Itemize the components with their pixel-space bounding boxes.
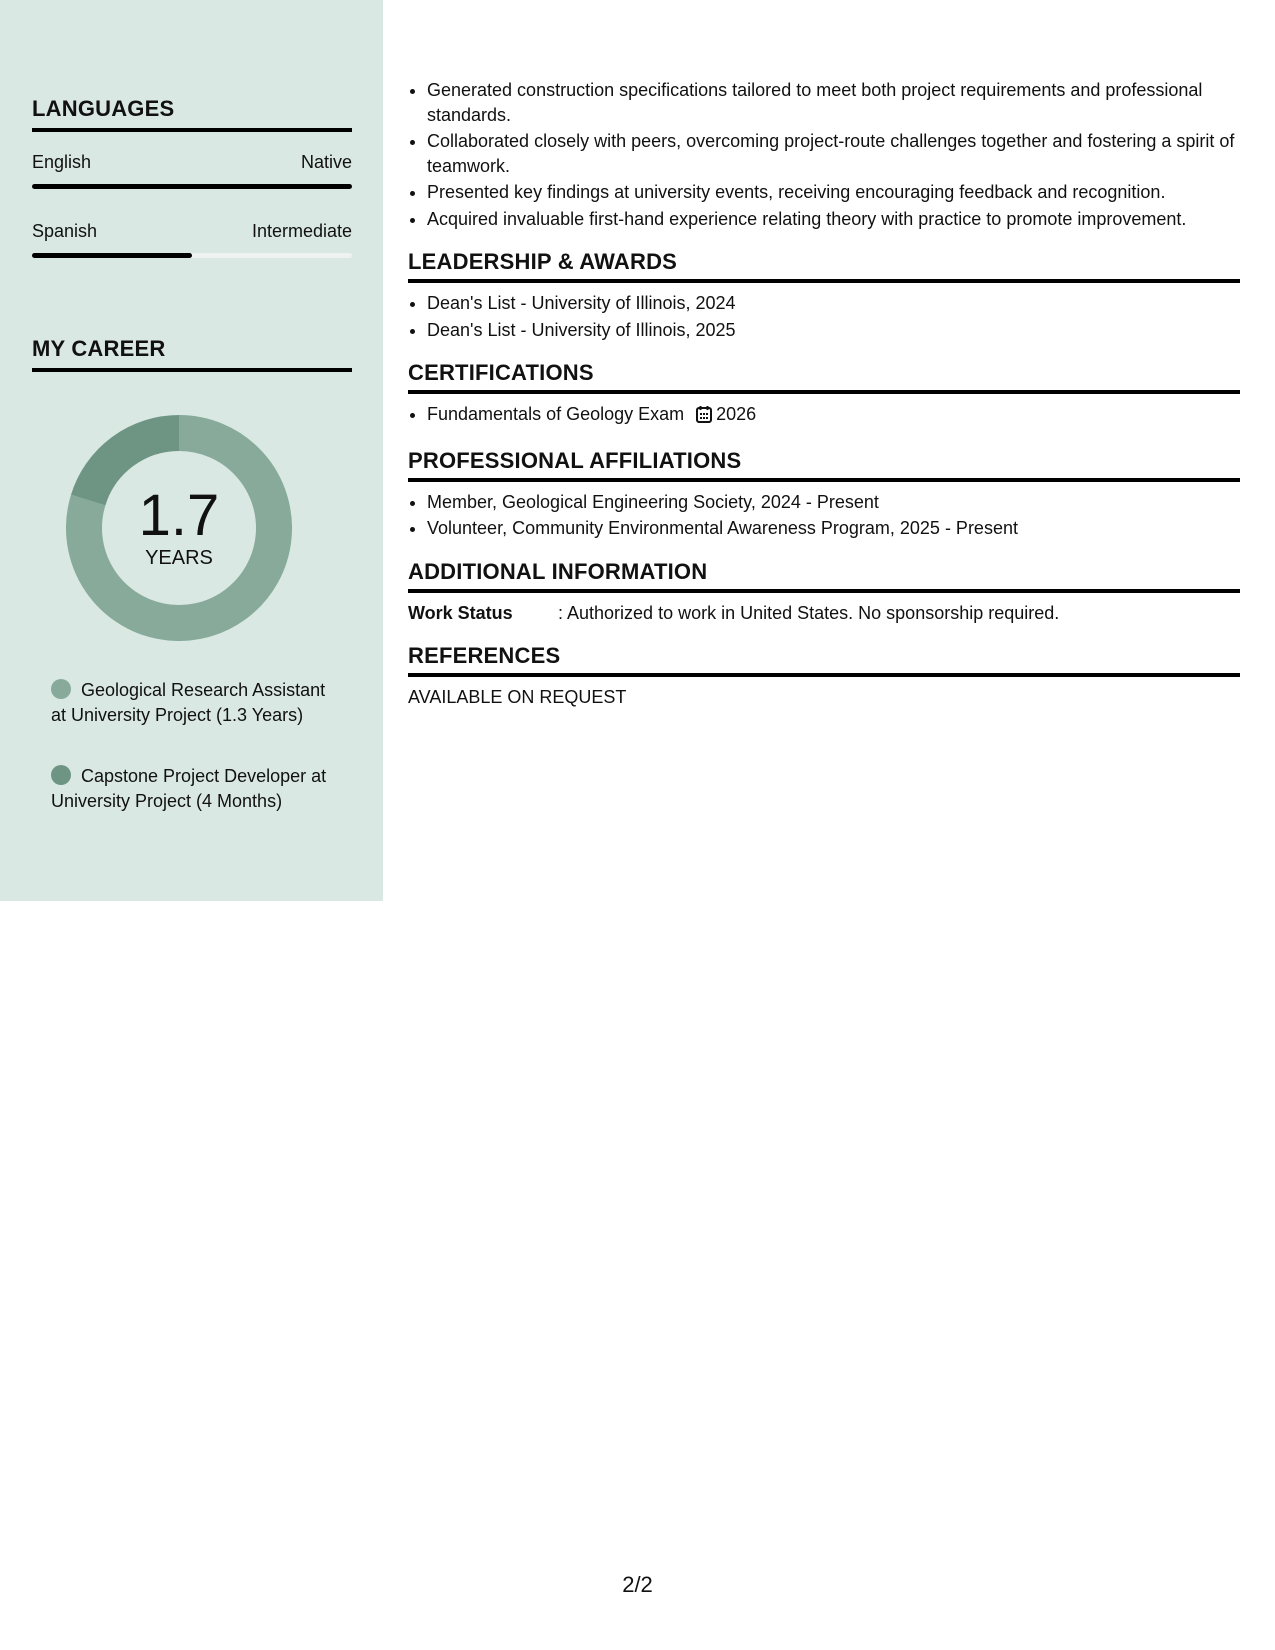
career-legend-label: Capstone Project Developer at University Project (4 Months)	[51, 766, 327, 811]
section-title: ADDITIONAL INFORMATION	[408, 559, 1240, 593]
references-section	[408, 643, 1240, 709]
section-title: REFERENCES	[408, 643, 1240, 677]
section-title: CERTIFICATIONS	[408, 360, 1240, 394]
list-item: • Volunteer, Community Environmental Awareness Program, 2025 - Present	[427, 516, 1240, 541]
main-content	[408, 78, 1240, 709]
certification-year: 2026	[716, 404, 757, 424]
language-row-spanish	[32, 221, 352, 242]
language-name: English	[32, 152, 92, 172]
page-number: 2/2	[622, 1572, 653, 1597]
language-bar-fill	[32, 184, 352, 189]
list-item: • Collaborated closely with peers, overcoming project-route challenges together and fostering a spirit of teamwork.	[427, 129, 1240, 178]
work-status-row	[408, 601, 1240, 625]
list-item: • Dean's List - University of Illinois, 2025	[427, 318, 1240, 343]
section-title: LEADERSHIP & AWARDS	[408, 249, 1240, 283]
language-bar-fill	[32, 253, 192, 258]
certification-name: Fundamentals of Geology Exam	[427, 404, 685, 424]
list-item: • Presented key findings at university events, receiving encouraging feedback and recognition.	[427, 180, 1240, 205]
leadership-section	[408, 249, 1240, 342]
career-total-unit: YEARS	[145, 546, 213, 569]
work-status-value: : Authorized to work in United States. No sponsorship required.	[558, 602, 1060, 623]
additional-info-section	[408, 559, 1240, 625]
list-item: • Member, Geological Engineering Society, 2024 - Present	[427, 490, 1240, 515]
language-level: Native	[300, 152, 352, 172]
language-level: Intermediate	[251, 221, 352, 241]
experience-bullets	[408, 78, 1240, 231]
language-bar-spanish	[32, 253, 352, 258]
calendar-icon	[696, 405, 712, 430]
legend-dot-icon	[51, 765, 71, 785]
affiliations-section	[408, 448, 1240, 541]
references-text: AVAILABLE ON REQUEST	[408, 686, 627, 707]
career-legend-label: Geological Research Assistant at University Project (1.3 Years)	[51, 680, 326, 725]
career-total-value: 1.7	[138, 482, 220, 548]
career-donut-chart	[66, 415, 292, 641]
work-status-label: Work Status	[408, 602, 513, 623]
sidebar	[0, 0, 383, 901]
career-title: MY CAREER	[32, 336, 352, 372]
career-legend-item	[51, 764, 331, 813]
section-title: PROFESSIONAL AFFILIATIONS	[408, 448, 1240, 482]
career-legend-item	[51, 678, 331, 727]
list-item	[427, 402, 1240, 430]
list-item: • Acquired invaluable first-hand experience relating theory with practice to promote improvement.	[427, 207, 1240, 232]
legend-dot-icon	[51, 679, 71, 699]
list-item: • Dean's List - University of Illinois, 2024	[427, 291, 1240, 316]
languages-title: LANGUAGES	[32, 96, 352, 132]
language-row-english	[32, 152, 352, 173]
list-item: • Generated construction specifications tailored to meet both project requirements and professional standards.	[427, 78, 1240, 127]
language-bar-english	[32, 184, 352, 189]
certifications-section	[408, 360, 1240, 430]
language-name: Spanish	[32, 221, 98, 241]
